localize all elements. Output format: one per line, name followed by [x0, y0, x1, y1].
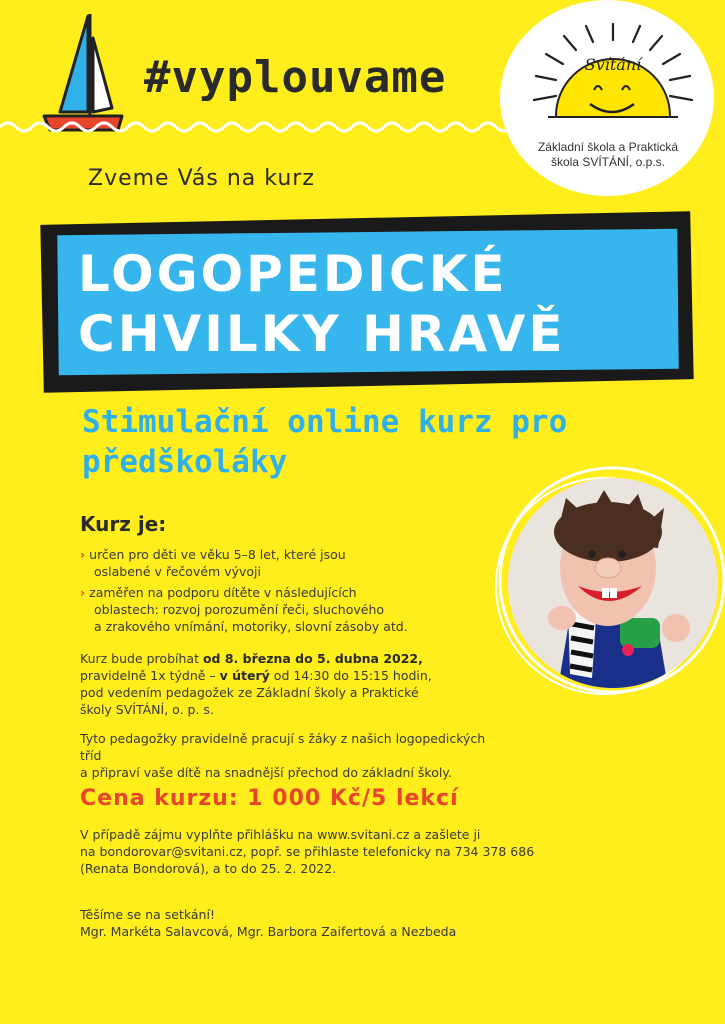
bullet1-line1: určen pro děti ve věku 5–8 let, které jsou: [89, 547, 346, 562]
bullet-focus: [80, 584, 500, 635]
bullet2-line1: zaměřen na podporu dítěte v následujících: [89, 585, 357, 600]
schedule-line3: pod vedením pedagožek ze Základní školy a Praktické: [80, 685, 419, 700]
teachers-line1: Tyto pedagožky pravidelně pracují s žáky z našich logopedických tříd: [80, 731, 486, 763]
course-price: Cena kurzu: 1 000 Kč/5 lekcí: [80, 786, 459, 811]
teachers-line2: a připraví vaše dítě na snadnější přechod do základní školy.: [80, 765, 452, 780]
course-title: [78, 244, 678, 364]
schedule-frequency: pravidelně 1x týdně –: [80, 668, 220, 683]
puppet-image: [508, 478, 718, 688]
hashtag-title: #vyplouvame: [144, 52, 447, 103]
schedule-line4: školy SVÍTÁNÍ, o. p. s.: [80, 702, 214, 717]
bullet-marker: ›: [80, 547, 86, 562]
bullet2-line2: oblastech: rozvoj porozumění řeči, sluchového: [94, 602, 385, 617]
course-title-line2: CHVILKY HRAVĚ: [78, 305, 566, 363]
signup-line3: (Renata Bondorová), a to do 25. 2. 2022.: [80, 861, 337, 876]
sailboat-icon: [38, 8, 128, 136]
bullet1-line2: oslabené v řečovém vývoji: [94, 564, 261, 579]
schedule-hours: od 14:30 do 15:15 hodin,: [269, 668, 432, 683]
course-heading: Kurz je:: [80, 512, 167, 536]
sun-logo-icon: [528, 20, 698, 130]
bullet2-line3: a zrakového vnímání, motoriky, slovní zásoby atd.: [94, 619, 408, 634]
closing-signatures: Mgr. Markéta Salavcová, Mgr. Barbora Zaifertová a Nezbeda: [80, 924, 457, 939]
wave-divider: [0, 118, 520, 136]
signup-line1: V případě zájmu vyplňte přihlášku na www.svitani.cz a zašlete ji: [80, 827, 481, 842]
bullet-marker: ›: [80, 585, 86, 600]
logo-script-name: Svítání: [584, 55, 642, 74]
puppet-photo: [508, 478, 718, 688]
invite-text: Zveme Vás na kurz: [88, 166, 315, 191]
schedule-pre: Kurz bude probíhat: [80, 651, 203, 666]
school-name-line2: škola SVÍTÁNÍ, o.p.s.: [550, 155, 666, 169]
signup-paragraph: [80, 826, 660, 877]
schedule-dates: od 8. března do 5. dubna 2022,: [202, 651, 423, 666]
school-name-line1: Základní škola a Praktická: [537, 140, 679, 154]
course-title-line1: LOGOPEDICKÉ: [78, 245, 508, 303]
closing-paragraph: [80, 906, 660, 940]
bullet-age: [80, 546, 500, 580]
subtitle-line1: Stimulační online kurz pro: [82, 404, 568, 440]
schedule-paragraph: [80, 650, 490, 718]
schedule-day: v úterý: [219, 668, 270, 683]
closing-greeting: Těšíme se na setkání!: [80, 907, 215, 922]
signup-line2: na bondorovar@svitani.cz, popř. se přihlaste telefonicky na 734 378 686: [80, 844, 535, 859]
teachers-paragraph: [80, 730, 490, 781]
school-name: [508, 140, 708, 170]
subtitle-line2: předškoláky: [82, 444, 288, 480]
